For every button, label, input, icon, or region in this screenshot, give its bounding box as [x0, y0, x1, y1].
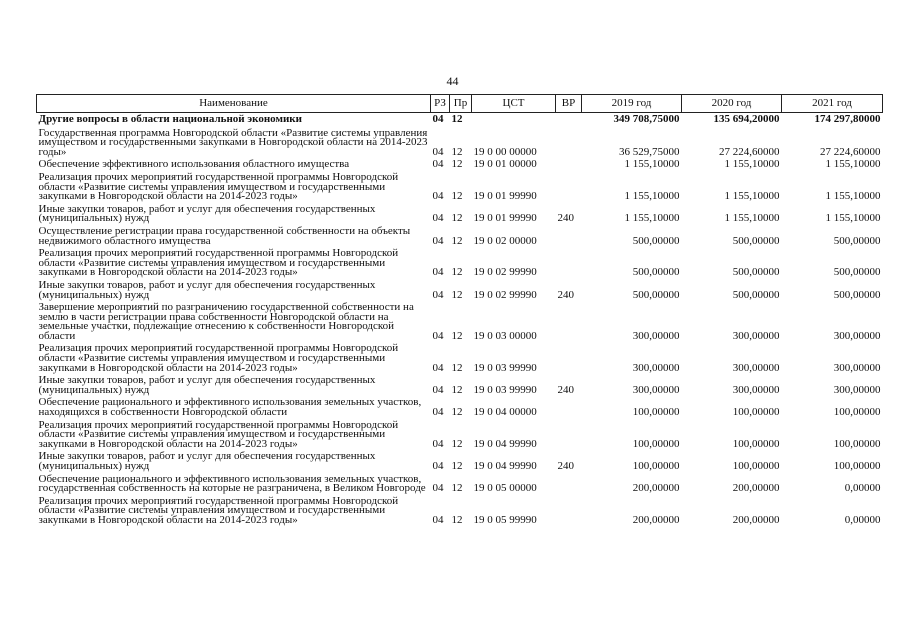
row-pr: 12 [451, 406, 463, 419]
row-amount-2020: 27 224,60000 [719, 145, 780, 158]
row-amount-2019: 300,00000 [632, 361, 680, 374]
row-name: Реализация прочих мероприятий государственной программы Новгородской области «Развитие системы управления имуществом и государственными закупками в Новгородской области на 2014-2023 годы» [38, 342, 399, 374]
row-amount-2020: 300,00000 [732, 329, 780, 342]
table-row [37, 279, 883, 301]
row-name: Завершение мероприятий по разграничению государственной собственности на землю в части регистрации права собственности Новгородской области на земельные участки, подлежащие отнесению к собственности Новгородской области [38, 301, 414, 342]
row-amount-2020: 500,00000 [732, 288, 780, 301]
row-amount-2020: 1 155,10000 [724, 212, 780, 225]
row-name: Реализация прочих мероприятий государственной программы Новгородской области «Развитие системы управления имуществом и государственными закупками в Новгородской области на 2014-2023 годы» [38, 247, 399, 279]
row-amount-2019: 300,00000 [632, 383, 680, 396]
row-rz: 04 [432, 190, 444, 203]
table-row [37, 374, 883, 396]
row-vr [556, 342, 582, 374]
row-rz: 04 [432, 212, 444, 225]
row-pr: 12 [451, 437, 463, 450]
row-vr [556, 225, 582, 247]
row-vr: 240 [557, 383, 574, 396]
row-rz: 04 [432, 158, 444, 171]
row-vr [556, 158, 582, 171]
row-amount-2020: 100,00000 [732, 460, 780, 472]
row-amount-2020: 500,00000 [732, 266, 780, 279]
row-cst [472, 113, 556, 127]
row-rz: 04 [432, 145, 444, 158]
row-amount-2019: 500,00000 [632, 234, 680, 247]
table-row [37, 127, 883, 159]
row-name: Иные закупки товаров, работ и услуг для обеспечения государственных (муниципальных) нужд [38, 278, 376, 301]
row-cst: 19 0 02 99990 [473, 266, 537, 279]
header-2021: 2021 год [782, 95, 883, 113]
row-rz: 04 [432, 460, 444, 472]
row-vr [556, 247, 582, 279]
table-row [37, 450, 883, 472]
row-rz: 04 [432, 406, 444, 419]
row-name: Осуществление регистрации права государственной собственности на объекты недвижимого областного имущества [38, 224, 411, 247]
row-amount-2019: 300,00000 [632, 329, 680, 342]
row-pr: 12 [451, 361, 463, 374]
row-rz: 04 [432, 266, 444, 279]
table-row [37, 396, 883, 418]
row-pr: 12 [451, 145, 463, 158]
row-cst: 19 0 02 00000 [473, 234, 537, 247]
header-vr: ВР [556, 95, 582, 113]
row-amount-2021: 500,00000 [833, 288, 881, 301]
row-name: Иные закупки товаров, работ и услуг для обеспечения государственных (муниципальных) нужд [38, 374, 376, 396]
row-amount-2021: 500,00000 [833, 234, 881, 247]
header-cst: ЦСТ [472, 95, 556, 113]
row-amount-2019: 1 155,10000 [624, 212, 680, 225]
row-rz: 04 [432, 513, 444, 526]
row-name: Обеспечение рационального и эффективного использования земельных участков, находящихся в собственности Новгородской области [38, 396, 422, 419]
row-vr: 240 [557, 212, 574, 225]
table-row [37, 158, 883, 171]
row-amount-2021: 0,00000 [844, 482, 881, 495]
row-pr: 12 [451, 513, 463, 526]
row-amount-2019: 100,00000 [632, 437, 680, 450]
row-amount-2019: 349 708,75000 [613, 113, 680, 125]
row-amount-2019: 100,00000 [632, 460, 680, 472]
row-pr: 12 [451, 190, 463, 203]
row-amount-2020: 1 155,10000 [724, 190, 780, 203]
row-amount-2019: 200,00000 [632, 513, 680, 526]
header-name: Наименование [37, 95, 431, 113]
table-row [37, 225, 883, 247]
row-amount-2021: 1 155,10000 [825, 212, 881, 225]
row-amount-2021: 27 224,60000 [820, 145, 881, 158]
row-rz: 04 [432, 288, 444, 301]
row-amount-2021: 1 155,10000 [825, 158, 881, 171]
row-pr: 12 [451, 158, 463, 171]
row-pr: 12 [451, 234, 463, 247]
row-amount-2021: 0,00000 [844, 513, 881, 526]
row-cst: 19 0 04 00000 [473, 406, 537, 419]
table-row [37, 495, 883, 527]
row-name: Обеспечение рационального и эффективного использования земельных участков, государственная собственность на которые не разграничена, в Великом Новгороде [38, 472, 426, 495]
table-header-row [37, 95, 883, 113]
header-rz: РЗ [431, 95, 450, 113]
row-rz: 04 [432, 383, 444, 396]
row-amount-2020: 200,00000 [732, 513, 780, 526]
row-pr: 12 [451, 266, 463, 279]
row-amount-2019: 500,00000 [632, 266, 680, 279]
row-pr: 12 [451, 288, 463, 301]
row-amount-2021: 300,00000 [833, 383, 881, 396]
row-vr [556, 301, 582, 342]
row-amount-2020: 300,00000 [732, 383, 780, 396]
row-amount-2020: 135 694,20000 [713, 113, 780, 125]
row-amount-2021: 100,00000 [833, 406, 881, 419]
row-amount-2021: 500,00000 [833, 266, 881, 279]
row-rz: 04 [432, 234, 444, 247]
row-cst: 19 0 05 00000 [473, 482, 537, 495]
row-vr [556, 495, 582, 527]
row-vr [556, 171, 582, 203]
row-cst: 19 0 03 00000 [473, 329, 537, 342]
row-rz: 04 [432, 437, 444, 450]
row-rz: 04 [432, 361, 444, 374]
row-cst: 19 0 00 00000 [473, 145, 537, 158]
row-vr: 240 [557, 288, 574, 301]
header-2020: 2020 год [682, 95, 782, 113]
row-amount-2020: 200,00000 [732, 482, 780, 495]
table-row [37, 342, 883, 374]
row-pr: 12 [451, 329, 463, 342]
table-row [37, 473, 883, 495]
row-name: Государственная программа Новгородской области «Развитие системы управления имуществом и государственными закупками в Новгородской области на 2014-2023 годы» [38, 126, 428, 158]
row-amount-2021: 100,00000 [833, 460, 881, 472]
row-amount-2019: 500,00000 [632, 288, 680, 301]
row-name: Реализация прочих мероприятий государственной программы Новгородской области «Развитие системы управления имуществом и государственными закупками в Новгородской области на 2014-2023 годы» [38, 494, 399, 526]
table-row [37, 113, 883, 127]
row-vr [556, 127, 582, 159]
row-name: Реализация прочих мероприятий государственной программы Новгородской области «Развитие системы управления имуществом и государственными закупками в Новгородской области на 2014-2023 годы» [38, 170, 399, 203]
row-pr: 12 [451, 383, 463, 396]
table-row [37, 171, 883, 203]
table-body [37, 113, 883, 527]
row-amount-2020: 100,00000 [732, 437, 780, 450]
row-rz: 04 [432, 482, 444, 495]
table-row [37, 247, 883, 279]
row-amount-2021: 174 297,80000 [814, 113, 881, 125]
row-pr: 12 [451, 482, 463, 495]
row-name: Обеспечение эффективного использования областного имущества [38, 158, 350, 171]
row-pr: 12 [451, 113, 463, 125]
row-amount-2019: 1 155,10000 [624, 190, 680, 203]
row-cst: 19 0 01 00000 [473, 158, 537, 171]
row-amount-2020: 500,00000 [732, 234, 780, 247]
row-amount-2019: 200,00000 [632, 482, 680, 495]
row-amount-2019: 100,00000 [632, 406, 680, 419]
row-pr: 12 [451, 460, 463, 472]
row-name: Иные закупки товаров, работ и услуг для обеспечения государственных (муниципальных) нужд [38, 202, 376, 225]
row-amount-2019: 36 529,75000 [619, 145, 680, 158]
row-cst: 19 0 01 99990 [473, 212, 537, 225]
table-row [37, 419, 883, 451]
table-row [37, 203, 883, 225]
budget-table [36, 94, 883, 527]
row-amount-2021: 300,00000 [833, 361, 881, 374]
row-cst: 19 0 04 99990 [473, 460, 537, 472]
row-name: Другие вопросы в области национальной экономики [38, 113, 302, 125]
row-cst: 19 0 05 99990 [473, 513, 537, 526]
header-2019: 2019 год [582, 95, 682, 113]
row-vr [556, 419, 582, 451]
row-name: Иные закупки товаров, работ и услуг для обеспечения государственных (муниципальных) нужд [38, 450, 376, 472]
row-pr: 12 [451, 212, 463, 225]
row-rz: 04 [432, 113, 444, 125]
row-vr [556, 396, 582, 418]
row-amount-2020: 300,00000 [732, 361, 780, 374]
row-vr: 240 [557, 460, 574, 472]
row-amount-2021: 100,00000 [833, 437, 881, 450]
row-cst: 19 0 04 99990 [473, 437, 537, 450]
row-cst: 19 0 03 99990 [473, 383, 537, 396]
row-amount-2021: 300,00000 [833, 329, 881, 342]
row-rz: 04 [432, 329, 444, 342]
row-amount-2021: 1 155,10000 [825, 190, 881, 203]
table-row [37, 301, 883, 342]
row-cst: 19 0 01 99990 [473, 190, 537, 203]
row-amount-2020: 100,00000 [732, 406, 780, 419]
row-cst: 19 0 02 99990 [473, 288, 537, 301]
page-number: 44 [446, 74, 459, 88]
row-cst: 19 0 03 99990 [473, 361, 537, 374]
row-amount-2019: 1 155,10000 [624, 158, 680, 171]
row-name: Реализация прочих мероприятий государственной программы Новгородской области «Развитие системы управления имуществом и государственными закупками в Новгородской области на 2014-2023 годы» [38, 418, 399, 450]
row-vr [556, 113, 582, 127]
row-amount-2020: 1 155,10000 [724, 158, 780, 171]
header-pr: Пр [450, 95, 472, 113]
row-vr [556, 473, 582, 495]
